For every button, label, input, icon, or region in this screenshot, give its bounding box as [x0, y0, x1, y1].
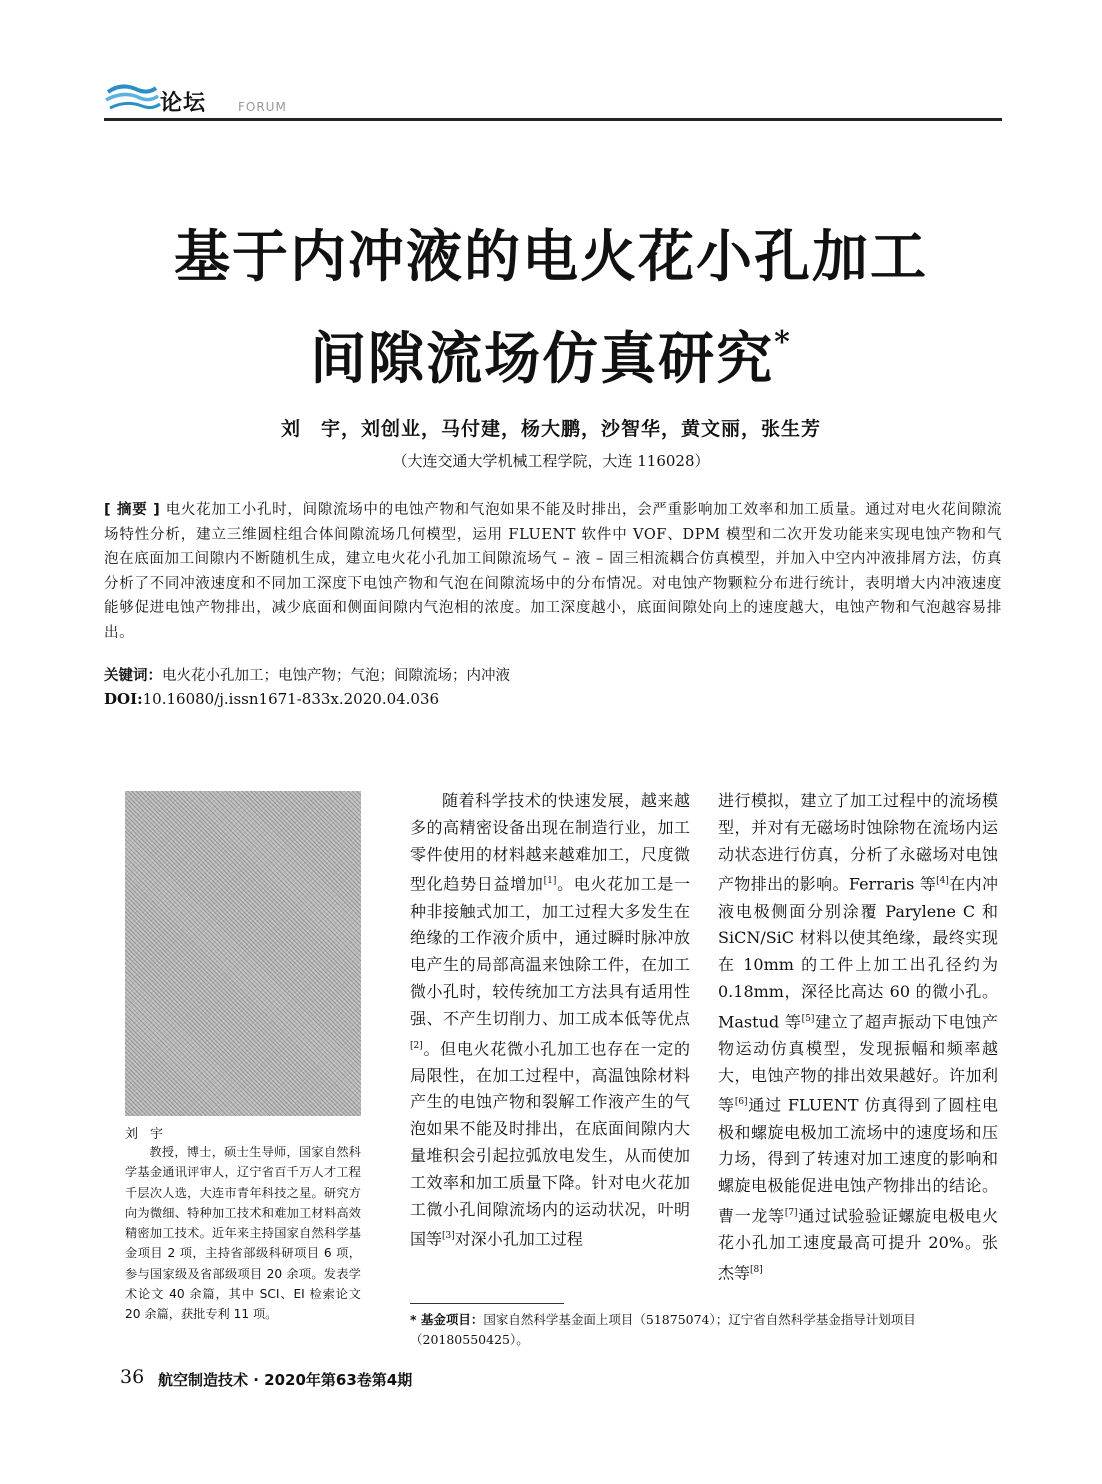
author-name: 刘宇: [125, 1127, 176, 1142]
footnote-text: 国家自然科学基金面上项目（51875074）；辽宁省自然科学基金指导计划项目（20180550425）。: [410, 1312, 916, 1347]
abstract-label: [ 摘要 ]: [104, 502, 161, 518]
body-text: 在内冲液电极侧面分别涂覆 Parylene C 和 SiCN/SiC 材料以使其绝缘，最终实现在 10mm 的工件上加工出孔径约为 0.18mm，深径比高达 60 的微小孔。Mastud 等: [718, 874, 998, 1032]
citation-ref: [6]: [734, 1097, 748, 1108]
citation-ref: [2]: [410, 1040, 423, 1051]
abstract: [104, 498, 1002, 645]
doi-text: 10.16080/j.issn1671-833x.2020.04.036: [142, 690, 440, 708]
doi: [104, 690, 439, 708]
footnote: [410, 1310, 998, 1350]
keywords: [104, 664, 1002, 685]
author-photo: [125, 791, 361, 1116]
citation-ref: [8]: [750, 1264, 763, 1275]
author-bio: 教授，博士，硕士生导师，国家自然科学基金通讯评审人，辽宁省百千万人才工程千层次人选，大连市青年科技之星。研究方向为微细、特种加工技术和难加工材料高效精密加工技术。近年来主持国家自然科学基金项目 2 项，主持省部级科研项目 6 项，参与国家级及省部级项目 20 余项。发表学术论文 40 余篇，其中 SCI、EI 检索论文 20 余篇，获批专利 11 项。: [125, 1145, 361, 1322]
body-column-2: [718, 788, 998, 1287]
title-line-1: 基于内冲液的电火花小孔加工: [174, 224, 928, 290]
title-line-2: [0, 304, 1102, 398]
section-logo-text: 论坛: [160, 91, 207, 116]
keywords-text: 电火花小孔加工；电蚀产物；气泡；间隙流场；内冲液: [162, 668, 510, 684]
citation-ref: [4]: [936, 876, 949, 887]
citation-ref: [3]: [442, 1231, 455, 1242]
title-footnote-mark: *: [774, 325, 792, 360]
doi-label: DOI:: [104, 690, 143, 708]
citation-ref: [1]: [543, 876, 557, 887]
section-label: FORUM: [238, 100, 287, 114]
header-rule: [104, 118, 1002, 121]
body-column-1: [410, 788, 690, 1254]
body-text: 随着科学技术的快速发展，越来越多的高精密设备出现在制造行业，加工零件使用的材料越来越难加工，尺度微型化趋势日益增加: [410, 791, 690, 894]
page-number: 36: [120, 1366, 145, 1388]
keywords-label: 关键词：: [104, 668, 162, 684]
author-list: 刘 宇，刘创业，马付建，杨大鹏，沙智华，黄文丽，张生芳: [280, 418, 821, 440]
affiliation: （大连交通大学机械工程学院，大连 116028）: [392, 452, 710, 470]
citation-ref: [5]: [801, 1013, 815, 1024]
body-text: 进行模拟，建立了加工过程中的流场模型，并对有无磁场时蚀除物在流场内运动状态进行仿真，分析了永磁场对电蚀产物排出的影响。Ferraris 等: [718, 791, 998, 894]
journal-info: 航空制造技术 · 2020年第63卷第4期: [158, 1371, 413, 1389]
citation-ref: [7]: [784, 1207, 798, 1218]
title-line-2-text: 间隙流场仿真研究: [310, 326, 775, 392]
page-header: [104, 78, 1002, 122]
footnote-rule: [410, 1303, 564, 1304]
body-text: 。但电火花微小孔加工也存在一定的局限性，在加工过程中，高温蚀除材料产生的电蚀产物和裂解工作液产生的气泡如果不能及时排出，在底面间隙内大量堆积会引起拉弧放电发生，从而使加工效率和加工质量下降。针对电火花加工微小孔间隙流场内的运动状况，叶明国等: [410, 1038, 690, 1249]
body-text: 对深小孔加工过程: [454, 1229, 583, 1249]
body-text: 通过试验验证螺旋电极电火花小孔加工速度最高可提升 20%。张杰等: [718, 1206, 998, 1283]
footnote-label: * 基金项目：: [410, 1312, 484, 1327]
body-text: 通过 FLUENT 仿真得到了圆柱电极和螺旋电极加工流场中的速度场和压力场，得到了转速对加工速度的影响和螺旋电极能促进电蚀产物排出的结论。曹一龙等: [718, 1095, 998, 1226]
abstract-text: 电火花加工小孔时，间隙流场中的电蚀产物和气泡如果不能及时排出，会严重影响加工效率和加工质量。通过对电火花间隙流场特性分析，建立三维圆柱组合体间隙流场几何模型，运用 FLUENT 软件中 VOF、DPM 模型和二次开发功能来实现电蚀产物和气泡在底面加工间隙内不断随机生成，建立电火花小孔加工间隙流场气 – 液 – 固三相流耦合仿真模型，并加入中空内冲液排屑方法，仿真分析了不同冲液速度和不同加工深度下电蚀产物和气泡在间隙流场中的分布情况。对电蚀产物颗粒分布进行统计，表明增大内冲液速度能够促进电蚀产物排出，减少底面和侧面间隙内气泡相的浓度。加工深度越小，底面间隙处向上的速度越大，电蚀产物和气泡越容易排出。: [104, 502, 1003, 641]
body-text: 建立了超声振动下电蚀产物运动仿真模型，发现振幅和频率越大，电蚀产物的排出效果越好。许加利等: [718, 1012, 998, 1115]
body-text: 。电火花加工是一种非接触式加工，加工过程大多发生在绝缘的工作液介质中，通过瞬时脉冲放电产生的局部高温来蚀除工件，在加工微小孔时，较传统加工方法具有适用性强、不产生切削力、加工成本低等优点: [410, 874, 690, 1028]
